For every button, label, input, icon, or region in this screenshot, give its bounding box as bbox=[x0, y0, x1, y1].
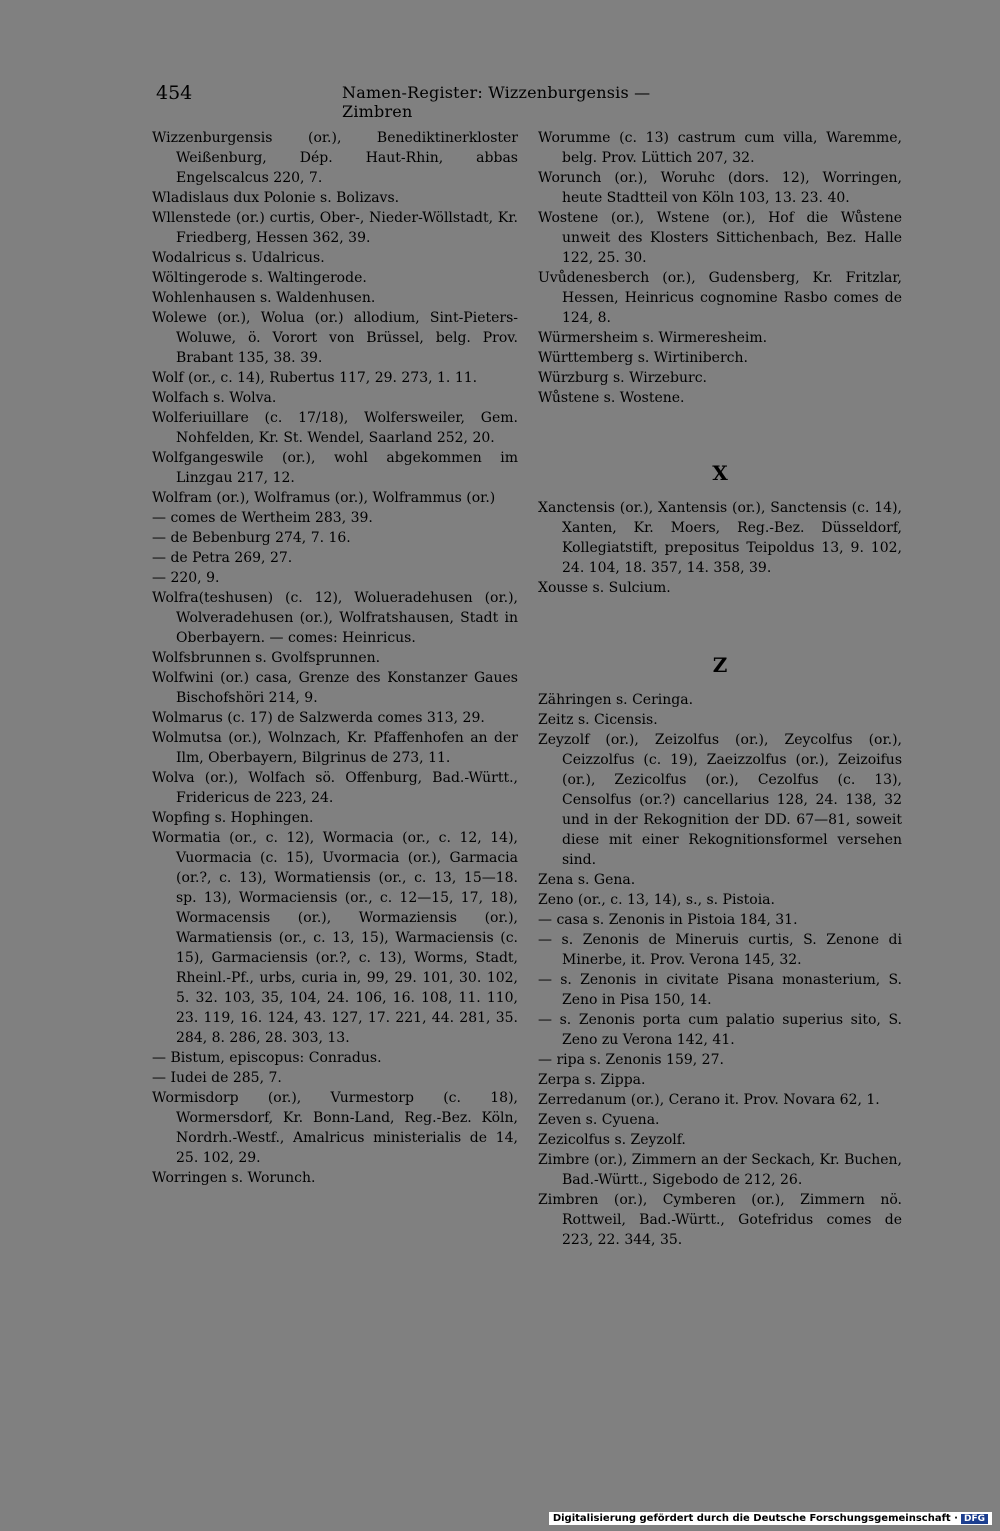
page-number: 454 bbox=[156, 82, 193, 104]
index-entry: — Iudei de 285, 7. bbox=[152, 1070, 282, 1086]
index-entry: Wůstene s. Wostene. bbox=[538, 390, 685, 406]
index-entry: Wostene (or.), Wstene (or.), Hof die Wůstene unweit des Klosters Sittichenbach, Bez. Halle 122, 25. 30. bbox=[538, 210, 902, 266]
index-entry: Wolfsbrunnen s. Gvolfsprunnen. bbox=[152, 650, 381, 666]
index-entry: Würzburg s. Wirzeburc. bbox=[538, 370, 708, 386]
index-entry: Wolewe (or.), Wolua (or.) allodium, Sint-Pieters-Woluwe, ö. Vorort von Brüssel, belg. Prov. Brabant 135, 38. 39. bbox=[152, 310, 518, 366]
index-entry: — casa s. Zenonis in Pistoia 184, 31. bbox=[538, 912, 798, 928]
index-entry: Wolfram (or.), Wolframus (or.), Wolframmus (or.) bbox=[152, 490, 496, 506]
index-entry: Worumme (c. 13) castrum cum villa, Waremme, belg. Prov. Lüttich 207, 32. bbox=[538, 130, 902, 166]
index-entry: Wohlenhausen s. Waldenhusen. bbox=[152, 290, 376, 306]
index-entry: Zerredanum (or.), Cerano it. Prov. Novara 62, 1. bbox=[538, 1092, 880, 1108]
index-entry: Xousse s. Sulcium. bbox=[538, 580, 671, 596]
index-entry: Württemberg s. Wirtiniberch. bbox=[538, 350, 748, 366]
dfg-funding-note bbox=[549, 1512, 992, 1525]
index-entry: Zimbren (or.), Cymberen (or.), Zimmern nö. Rottweil, Bad.-Württ., Gotefridus comes de 223, 22. 344, 35. bbox=[538, 1192, 902, 1248]
index-entry: Wolmarus (c. 17) de Salzwerda comes 313, 29. bbox=[152, 710, 485, 726]
index-entry: Wolmutsa (or.), Wolnzach, Kr. Pfaffenhofen an der Ilm, Oberbayern, Bilgrinus de 273, 11. bbox=[152, 730, 518, 766]
index-entry: Worunch (or.), Woruhc (dors. 12), Worringen, heute Stadtteil von Köln 103, 13. 23. 40. bbox=[538, 170, 902, 206]
running-head-title: Namen-Register: Wizzenburgensis — Zimbren bbox=[342, 83, 651, 121]
index-entry: Wolfra(teshusen) (c. 12), Wolueradehusen (or.), Wolveradehusen (or.), Wolfratshausen, Stadt in Oberbayern. — comes: Heinricus. bbox=[152, 590, 518, 646]
index-entry: Xanctensis (or.), Xantensis (or.), Sanctensis (c. 14), Xanten, Kr. Moers, Reg.-Bez. Düsseldorf, Kollegiatstift, prepositus Teipoldus 13, 9. 102, 24. 104, 18. 357, 14. 358, 39. bbox=[538, 500, 902, 576]
index-entry: Wolferiuillare (c. 17/18), Wolfersweiler, Gem. Nohfelden, Kr. St. Wendel, Saarland 252, 20. bbox=[152, 410, 518, 446]
footer-text: Digitalisierung gefördert durch die Deutsche Forschungsgemeinschaft · bbox=[552, 1513, 958, 1524]
index-column-left bbox=[152, 128, 518, 1188]
entries-w-continued bbox=[538, 128, 902, 408]
index-entry: — de Bebenburg 274, 7. 16. bbox=[152, 530, 351, 546]
index-entry: Wllenstede (or.) curtis, Ober-, Nieder-Wöllstadt, Kr. Friedberg, Hessen 362, 39. bbox=[152, 210, 518, 246]
index-entry: Wizzenburgensis (or.), Benediktinerkloster Weißenburg, Dép. Haut-Rhin, abbas Engelscalcus 220, 7. bbox=[152, 130, 518, 186]
index-entry: Worringen s. Worunch. bbox=[152, 1170, 316, 1186]
index-entry: Zeven s. Cyuena. bbox=[538, 1112, 660, 1128]
index-entry: Wolfgangeswile (or.), wohl abgekommen im Linzgau 217, 12. bbox=[152, 450, 518, 486]
index-entry: — 220, 9. bbox=[152, 570, 220, 586]
index-entry: Wolf (or., c. 14), Rubertus 117, 29. 273, 1. 11. bbox=[152, 370, 478, 386]
index-entry: Wolfach s. Wolva. bbox=[152, 390, 277, 406]
index-entry: Wormatia (or., c. 12), Wormacia (or., c. 12, 14), Vuormacia (c. 15), Uvormacia (or.), Garmacia (or.?, c. 13), Wormatiensis (or., c. 13, 15—18. sp. 13), Wormaciensis (or., c. 12—15, 17, 18), Wormacensis (or.), Wormaziensis (or.), Warmatiensis (or., c. 13, 15), Warmaciensis (c. 15), Garmaciensis (or.?, c. 13), Worms, Stadt, Rheinl.-Pf., urbs, curia in, 99, 29. 101, 30. 102, 5. 32. 103, 35, 104, 24. 106, 16. 108, 11. 110, 23. 119, 16. 124, 43. 127, 17. 221, 44. 281, 35. 284, 8. 286, 28. 303, 13. bbox=[152, 830, 518, 1046]
index-entry: Zerpa s. Zippa. bbox=[538, 1072, 646, 1088]
index-entry: — s. Zenonis de Mineruis curtis, S. Zenone di Minerbe, it. Prov. Verona 145, 32. bbox=[538, 932, 902, 968]
section-letter-z: Z bbox=[712, 653, 728, 677]
index-entry: Zezicolfus s. Zeyzolf. bbox=[538, 1132, 686, 1148]
index-entry: — comes de Wertheim 283, 39. bbox=[152, 510, 373, 526]
index-entry: Wolfwini (or.) casa, Grenze des Konstanzer Gaues Bischofshöri 214, 9. bbox=[152, 670, 518, 706]
index-entry: Würmersheim s. Wirmeresheim. bbox=[538, 330, 768, 346]
index-entry: Wopfing s. Hophingen. bbox=[152, 810, 314, 826]
entries-z bbox=[538, 690, 902, 1250]
section-letter-x: X bbox=[712, 461, 728, 485]
index-entry: — ripa s. Zenonis 159, 27. bbox=[538, 1052, 724, 1068]
index-entry: Zimbre (or.), Zimmern an der Seckach, Kr. Buchen, Bad.-Württ., Sigebodo de 212, 26. bbox=[538, 1152, 902, 1188]
index-entry: Zeyzolf (or.), Zeizolfus (or.), Zeycolfus (or.), Ceizzolfus (c. 19), Zaeizzolfus (or.), Zeizoifus (or.), Zezicolfus (or.), Cezolfus (c. 13), Censolfus (or.?) cancellarius 128, 24. 138, 32 und in der Rekognition der DD. 67—81, soweit diese mit einer Rekognitionsformel versehen sind. bbox=[538, 732, 902, 868]
index-entry: Wöltingerode s. Waltingerode. bbox=[152, 270, 367, 286]
entries-x bbox=[538, 498, 902, 598]
index-entry: — de Petra 269, 27. bbox=[152, 550, 293, 566]
index-entry: Wladislaus dux Polonie s. Bolizavs. bbox=[152, 190, 400, 206]
index-entry: Zeitz s. Cicensis. bbox=[538, 712, 658, 728]
index-entry: Uvůdenesberch (or.), Gudensberg, Kr. Fritzlar, Hessen, Heinricus cognomine Rasbo comes de 124, 8. bbox=[538, 270, 902, 326]
index-entry: Wormisdorp (or.), Vurmestorp (c. 18), Wormersdorf, Kr. Bonn-Land, Reg.-Bez. Köln, Nordrh.-Westf., Amalricus ministerialis de 14, 25. 102, 29. bbox=[152, 1090, 518, 1166]
index-entry: — Bistum, episcopus: Conradus. bbox=[152, 1050, 382, 1066]
running-header bbox=[152, 82, 717, 121]
dfg-logo: DFG bbox=[961, 1514, 988, 1524]
index-entry: Zähringen s. Ceringa. bbox=[538, 692, 694, 708]
index-entry: — s. Zenonis in civitate Pisana monasterium, S. Zeno in Pisa 150, 14. bbox=[538, 972, 902, 1008]
index-entry: Wolva (or.), Wolfach sö. Offenburg, Bad.-Württ., Fridericus de 223, 24. bbox=[152, 770, 518, 806]
index-entry: Wodalricus s. Udalricus. bbox=[152, 250, 325, 266]
index-entry: Zeno (or., c. 13, 14), s., s. Pistoia. bbox=[538, 892, 775, 908]
index-entry: — s. Zenonis porta cum palatio superius sito, S. Zeno zu Verona 142, 41. bbox=[538, 1012, 902, 1048]
index-entry: Zena s. Gena. bbox=[538, 872, 636, 888]
index-column-right bbox=[538, 128, 902, 1250]
